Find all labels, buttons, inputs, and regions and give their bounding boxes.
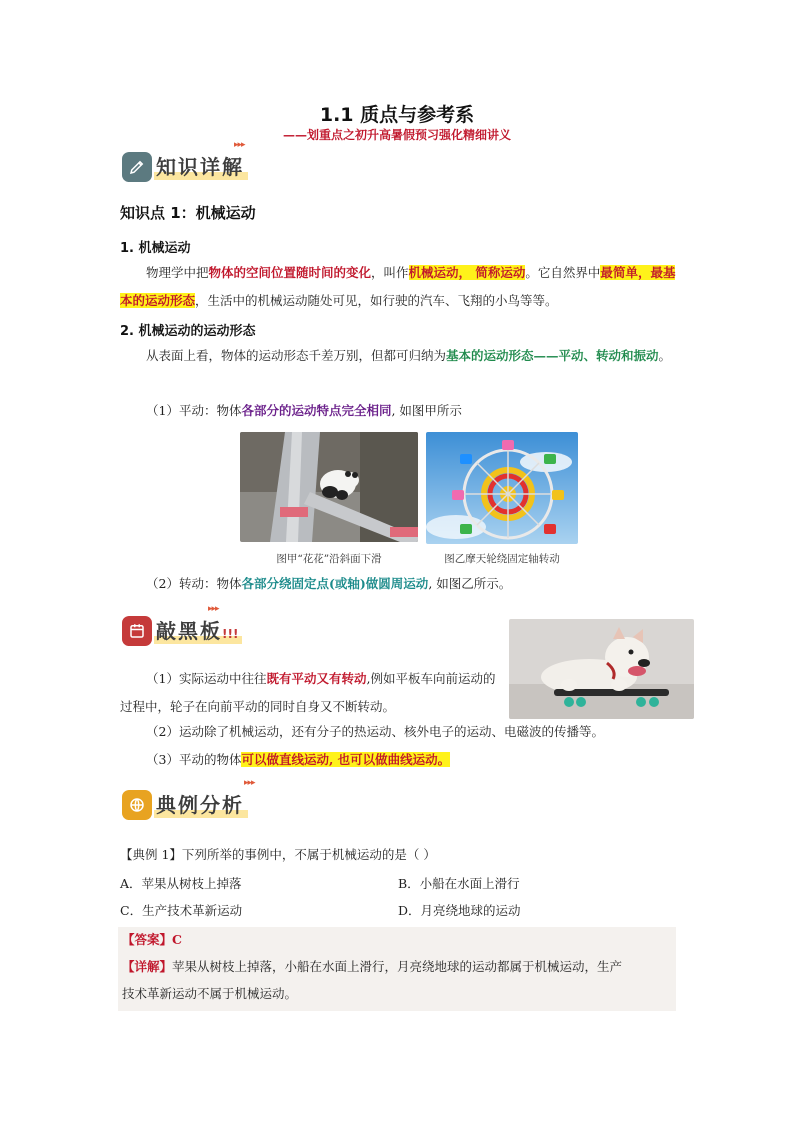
section-blackboard-label [156,616,238,646]
arrows-decoration: ▸▸▸ [234,140,245,150]
option-a: A．苹果从树枝上掉落 [120,876,242,891]
emphasis: 各部分绕固定点(或轴)做圆周运动 [241,576,429,591]
text: （1）实际运动中往往 [146,671,267,686]
answer-label: 【答案】 [122,932,173,947]
option-d: D．月亮绕地球的运动 [398,903,521,918]
text: 从表面上看，物体的运动形态千差万别，但都可归纳为 [146,348,447,363]
label-text: 敲黑板 [156,619,222,643]
point1-sub1: 1. 机械运动 [120,241,191,256]
point1-paragraph-1 [120,259,680,315]
section-examples-header [122,778,292,828]
detail-label: 【详解】 [122,959,173,974]
example-1-stem: 【典例 1】下列所举的事例中，不属于机械运动的是（ ） [120,847,436,862]
emphasis: 物体的空间位置随时间的变化 [208,265,372,280]
highlight: 最 [600,265,613,280]
blackboard-note-3 [146,746,686,774]
text: 物理学中把 [146,265,209,280]
text: （2）转动：物体 [146,576,242,591]
emphasis: 既有平动又有转动 [266,671,367,686]
arrows-decoration: ▸▸▸ [244,778,255,788]
detail-line-2: 技术革新运动不属于机械运动。 [122,986,298,1001]
text: 。它自然界中 [525,265,601,280]
panda-slide-image [240,432,418,542]
text: 。 [658,348,672,363]
blackboard-note-1 [120,665,502,721]
text: ，叫作 [371,265,409,280]
point1-sub2: 2. 机械运动的运动形态 [120,324,256,339]
highlight: 简单，最基本的运动形态 [120,265,676,308]
text: , 如图甲所示 [391,403,462,418]
ferris-wheel-image [426,432,578,544]
caption-ferris: 图乙摩天轮绕固定轴转动 [444,553,560,565]
pencil-icon [122,152,152,182]
document-title: 1.1 质点与参考系 [319,104,475,126]
emphasis: 动和振动 [608,348,659,363]
calendar-icon [122,616,152,646]
emphasis: 各部分的运动特点完全相同 [241,403,392,418]
rotation-line [146,570,511,598]
highlight: 可以做直线运动, 也可以做曲线运动。 [241,752,451,767]
option-c: C．生产技术革新运动 [120,903,243,918]
detail-text: 苹果从树枝上掉落，小船在水面上滑行，月亮绕地球的运动都属于机械运动，生产 [172,959,623,974]
text: 运动的过程中，轮子在向前平动的同时自身又不断转动。 [120,671,496,714]
point1-paragraph-2 [120,342,680,370]
text: ，生活中的机械运动随处可见，如行驶的汽车、飞翔的小鸟等等。 [195,293,558,308]
text: （3）平动的物体 [146,752,242,767]
dog-skateboard-image [509,619,694,719]
arrows-decoration: ▸▸▸ [208,604,219,614]
point1-heading: 知识点 1：机械运动 [120,204,256,222]
text: ,例如平板车向前 [366,671,458,686]
text: （1）平动：物体 [146,403,242,418]
emphasis: 基本的运动形态——平动、转 [446,348,609,363]
highlight: 机械运动， 简称运动 [408,265,526,280]
text: , 如图乙所示。 [428,576,512,591]
answer-line [122,926,182,954]
section-blackboard-header [122,604,282,654]
section-examples-label: 典例分析 [156,790,244,820]
caption-panda: 图甲“花花”沿斜面下滑 [276,553,382,565]
section-knowledge-header [122,140,292,190]
blackboard-note-2: （2）运动除了机械运动，还有分子的热运动、核外电子的运动、电磁波的传播等。 [146,724,604,739]
document-subtitle: ——划重点之初升高暑假预习强化精细讲义 [282,128,511,142]
section-knowledge-label: 知识详解 [156,152,244,182]
detail-line-1 [122,953,674,981]
option-b: B．小船在水面上滑行 [398,876,520,891]
translation-line [146,397,462,425]
globe-icon [122,790,152,820]
exclamation-marks: !!! [222,627,239,641]
answer-value: C [172,932,182,947]
